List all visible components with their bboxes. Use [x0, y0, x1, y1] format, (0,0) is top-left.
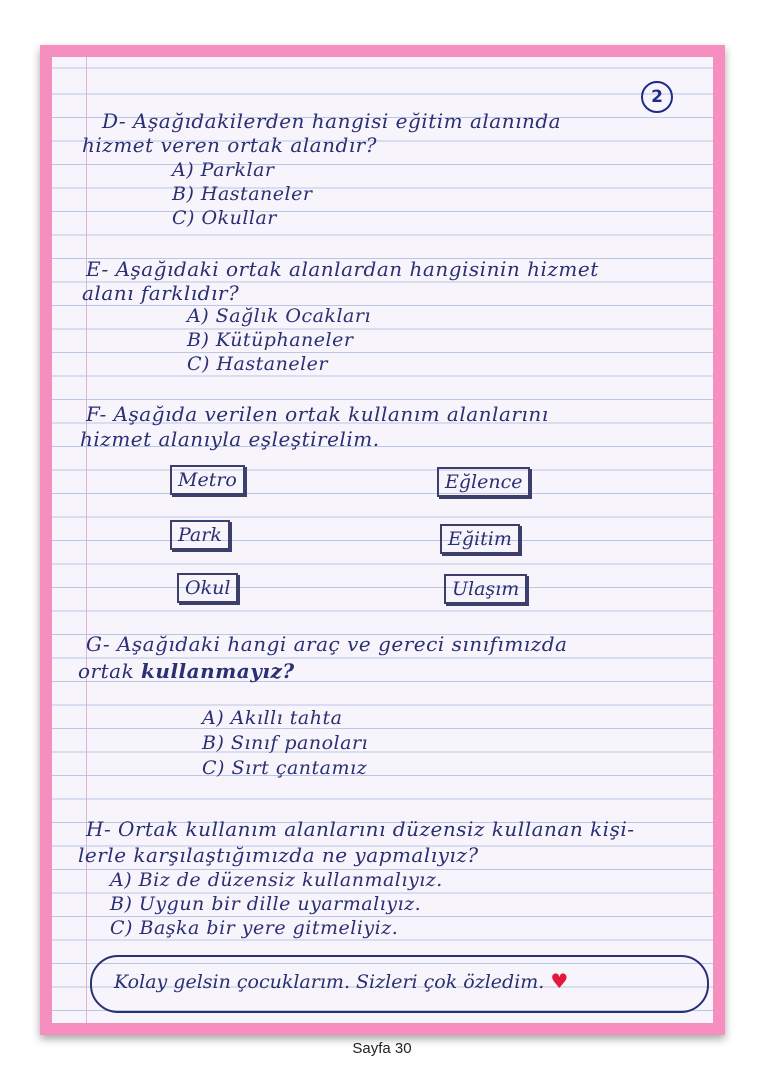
box-okul: Okul: [177, 573, 238, 603]
question-g-option-b: B) Sınıf panoları: [202, 732, 369, 754]
page-number-badge: 2: [641, 81, 673, 113]
question-e-option-a: A) Sağlık Ocakları: [187, 305, 372, 327]
margin-line: [86, 57, 87, 1023]
question-g-option-c: C) Sırt çantamız: [202, 757, 368, 779]
box-eglence: Eğlence: [437, 467, 530, 497]
closing-cloud: [90, 955, 709, 1013]
question-e-option-c: C) Hastaneler: [187, 353, 328, 375]
question-h-line2: lerle karşılaştığımızda ne yapmalıyız?: [78, 843, 479, 867]
question-e-line2: alanı farklıdır?: [82, 281, 240, 305]
question-h-line1: H- Ortak kullanım alanlarını düzensiz kullanan kişi-: [86, 817, 635, 841]
lined-paper: [52, 57, 713, 1023]
question-d-option-a: A) Parklar: [172, 159, 275, 181]
question-h-option-a: A) Biz de düzensiz kullanmalıyız.: [110, 869, 443, 891]
question-g-line1: G- Aşağıdaki hangi araç ve gereci sınıfımızda: [86, 632, 568, 656]
question-h-option-c: C) Başka bir yere gitmeliyiz.: [110, 917, 399, 939]
closing-note-text: Kolay gelsin çocuklarım. Sizleri çok özledim.: [114, 971, 545, 993]
question-d-line2: hizmet veren ortak alandır?: [82, 133, 377, 157]
closing-note: [114, 969, 568, 993]
question-g-line2-prefix: ortak: [78, 659, 135, 683]
question-g-option-a: A) Akıllı tahta: [202, 707, 343, 729]
question-h-option-b: B) Uygun bir dille uyarmalıyız.: [110, 893, 422, 915]
question-d-option-b: B) Hastaneler: [172, 183, 313, 205]
pink-frame: [40, 45, 725, 1035]
page-footer: Sayfa 30: [352, 1040, 412, 1057]
question-g-line2-bold: kullanmayız?: [141, 659, 295, 683]
question-f-line2: hizmet alanıyla eşleştirelim.: [80, 427, 380, 451]
question-d-line1: D- Aşağıdakilerden hangisi eğitim alanında: [102, 109, 562, 133]
question-d-option-c: C) Okullar: [172, 207, 277, 229]
question-e-option-b: B) Kütüphaneler: [187, 329, 354, 351]
box-egitim: Eğitim: [440, 524, 520, 554]
question-e-line1: E- Aşağıdaki ortak alanlardan hangisinin hizmet: [86, 257, 599, 281]
box-metro: Metro: [170, 465, 245, 495]
question-f-line1: F- Aşağıda verilen ortak kullanım alanlarını: [86, 402, 549, 426]
box-ulasim: Ulaşım: [444, 574, 527, 604]
heart-icon: ♥: [550, 969, 569, 993]
box-park: Park: [170, 520, 230, 550]
question-g-line2: [78, 659, 295, 683]
